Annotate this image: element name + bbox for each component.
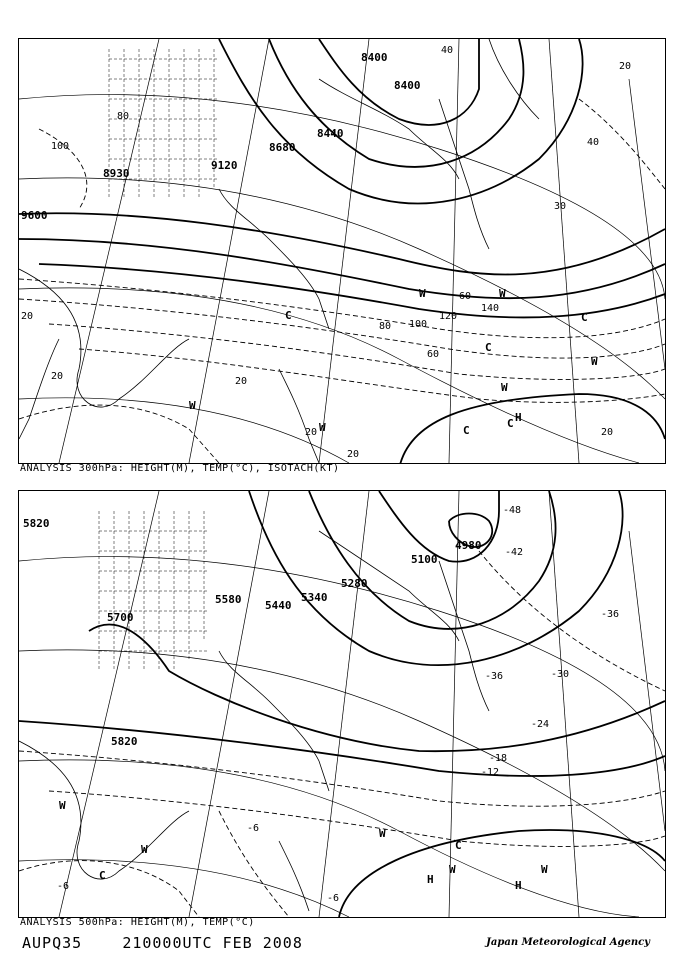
isotach-label: 20 [235, 376, 248, 387]
isotherm-label: -12 [481, 767, 500, 778]
center-marker: C [285, 309, 292, 322]
center-marker: W [501, 381, 508, 394]
height-label: 9600 [21, 209, 48, 222]
map-300hpa-labels [21, 45, 631, 460]
height-label: 5820 [111, 735, 138, 748]
isotach-label: 60 [427, 349, 440, 360]
isotherm-label: -6 [327, 893, 340, 904]
isotach-label: 140 [481, 303, 500, 314]
height-label: 5280 [341, 577, 368, 590]
isotach-label: 20 [601, 427, 614, 438]
height-label: 8930 [103, 167, 130, 180]
height-label: 5820 [23, 517, 50, 530]
caption-500hpa: ANALYSIS 500hPa: HEIGHT(M), TEMP(°C) [20, 917, 255, 928]
center-marker: W [591, 355, 598, 368]
center-marker: C [455, 839, 462, 852]
map-500hpa-canvas [19, 491, 665, 917]
isotach-label: 80 [379, 321, 392, 332]
center-marker: C [485, 341, 492, 354]
isotherm-label: -36 [601, 609, 620, 620]
height-label: 8400 [394, 79, 421, 92]
center-marker: H [515, 879, 522, 892]
center-marker: W [189, 399, 196, 412]
center-marker: W [419, 287, 426, 300]
isotherm-label: -36 [485, 671, 504, 682]
isotherm-label: -6 [247, 823, 260, 834]
isotach-label: 80 [117, 111, 130, 122]
caption-300hpa: ANALYSIS 300hPa: HEIGHT(M), TEMP(°C), ISOTACH(KT) [20, 463, 340, 474]
isotherm-label: -48 [503, 505, 522, 516]
height-label: 5340 [301, 591, 328, 604]
chart-identifier [22, 934, 303, 952]
isotach-label: 30 [554, 201, 567, 212]
height-label: 8400 [361, 51, 388, 64]
center-marker: W [141, 843, 148, 856]
height-contours [19, 491, 665, 917]
agency-name: Japan Meteorological Agency [486, 937, 650, 948]
isotach-label: 20 [21, 311, 34, 322]
height-label: 8680 [269, 141, 296, 154]
center-marker: C [581, 311, 588, 324]
isotach-label: 60 [459, 291, 472, 302]
isotach-label: 100 [51, 141, 70, 152]
isotach-label: 20 [51, 371, 64, 382]
coastlines [19, 39, 539, 463]
analysis-500hpa-map [18, 490, 666, 918]
center-marker: W [499, 287, 506, 300]
height-label: 5700 [107, 611, 134, 624]
center-marker: W [59, 799, 66, 812]
height-label: 5100 [411, 553, 438, 566]
center-marker: C [463, 424, 470, 437]
isotach-label: 20 [305, 427, 318, 438]
center-marker: W [379, 827, 386, 840]
chart-code: AUPQ35 [22, 934, 83, 952]
isotach-label: 120 [439, 311, 458, 322]
center-marker: W [449, 863, 456, 876]
height-label: 8440 [317, 127, 344, 140]
isotherm-label: -6 [57, 881, 70, 892]
isotherm-contours [19, 551, 665, 917]
isotherm-label: -24 [531, 719, 550, 730]
isotach-label: 40 [441, 45, 454, 56]
height-label: 4980 [455, 539, 482, 552]
isotherm-label: -30 [551, 669, 570, 680]
height-label: 5580 [215, 593, 242, 606]
center-marker: W [541, 863, 548, 876]
center-marker: H [515, 411, 522, 424]
isotach-label: 20 [347, 449, 360, 460]
isotach-contours [19, 99, 665, 463]
center-marker: C [99, 869, 106, 882]
chart-timestamp: 210000UTC FEB 2008 [122, 934, 303, 952]
center-marker: C [507, 417, 514, 430]
height-label: 9120 [211, 159, 238, 172]
graticule-lines [19, 39, 665, 463]
isotherm-label: -42 [505, 547, 524, 558]
hatched-area [99, 511, 209, 671]
isotach-label: 40 [587, 137, 600, 148]
analysis-300hpa-map [18, 38, 666, 464]
map-500hpa-labels [23, 505, 619, 904]
isotherm-label: -18 [489, 753, 508, 764]
center-marker: H [427, 873, 434, 886]
isotach-label: 20 [619, 61, 632, 72]
center-marker: W [319, 421, 326, 434]
isotach-label: 100 [409, 319, 428, 330]
map-300hpa-canvas [19, 39, 665, 463]
height-label: 5440 [265, 599, 292, 612]
